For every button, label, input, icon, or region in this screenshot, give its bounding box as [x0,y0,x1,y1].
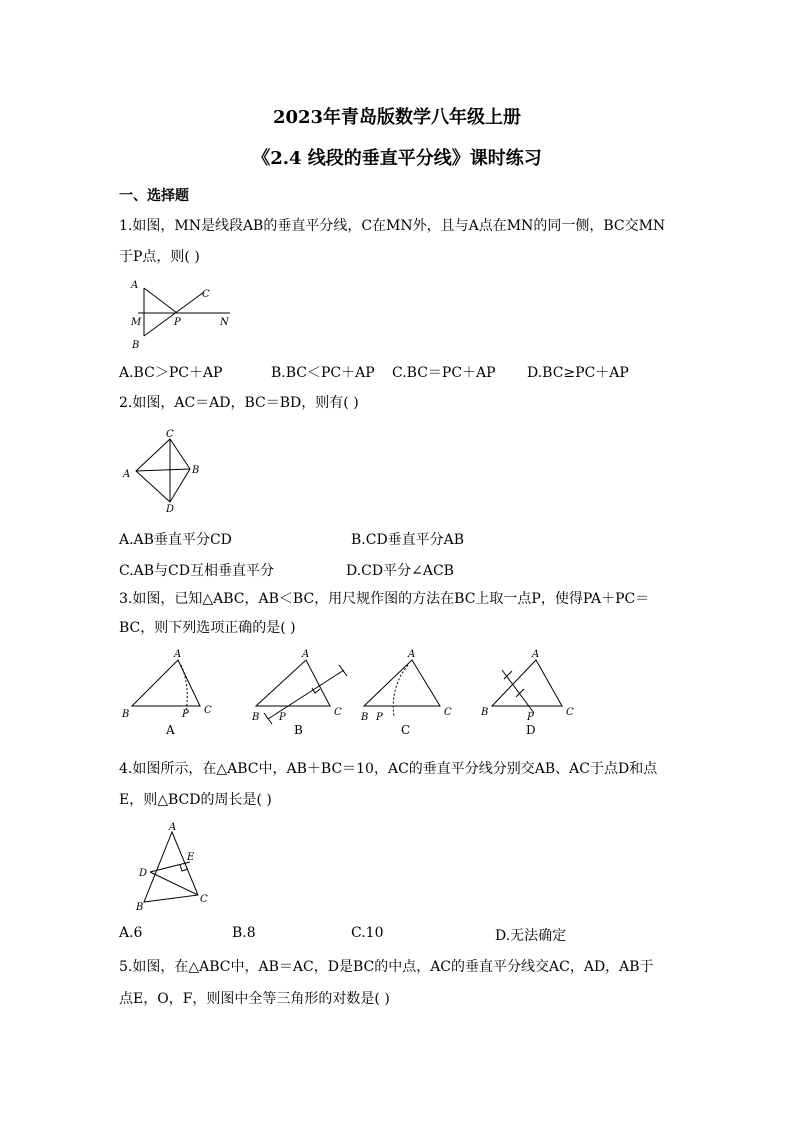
q3b-arc-mark-1 [339,665,347,676]
q3b-label-a: A [302,649,310,660]
q3d-label-p: P [527,712,534,723]
section-heading: 一、选择题 [119,188,189,204]
q3-caption-d: D [526,723,536,737]
q4-label-d: D [139,868,148,879]
q4-option-c: C.10 [351,925,384,941]
q1-segment-bc [144,292,204,336]
q4-label-b: B [136,902,144,913]
q4-text-line2: E，则△BCD的周长是( ) [119,792,272,808]
q3-caption-b: B [294,723,303,737]
q3d-label-b: B [481,707,489,718]
q3c-label-a: A [408,649,416,660]
q4-option-b: B.8 [232,925,256,941]
q3d-label-c: C [566,707,574,718]
q5-text-line1: 5.如图，在△ABC中，AB＝AC，D是BC的中点，AC的垂直平分线交AC，AD，AB于 [119,959,654,975]
q4-option-d: D.无法确定 [495,928,567,944]
q2-option-d: D.CD平分∠ACB [346,563,454,579]
q1-label-a: A [131,280,139,291]
q2-option-a: A.AB垂直平分CD [119,532,232,548]
q4-text-line1: 4.如图所示，在△ABC中，AB＋BC＝10，AC的垂直平分线分别交AB、AC于点D和点 [119,761,658,777]
q2-label-a: A [123,469,131,480]
q3-figure-c [360,649,452,737]
q1-option-d: D.BC≥PC＋AP [527,365,629,381]
q3c-triangle [364,660,440,706]
q3c-label-p: P [376,712,383,723]
q3b-right-angle [312,688,320,693]
q3a-label-b: B [122,709,130,720]
q4-segment-dc [150,872,198,895]
q3c-arc [393,665,408,717]
q3a-label-p: P [182,709,189,720]
q1-option-b: B.BC＜PC＋AP [271,365,375,381]
document-title: 2023年青岛版数学八年级上册 [272,107,522,128]
q3-figure-d [480,649,574,737]
q2-option-b: B.CD垂直平分AB [351,532,465,548]
q1-text-line1: 1.如图，MN是线段AB的垂直平分线，C在MN外，且与A点在MN的同一侧，BC交MN [119,218,666,234]
q1-label-b: B [132,340,140,351]
q1-option-a: A.BC＞PC＋AP [119,365,223,381]
q1-segment-ap [144,288,177,313]
q4-option-a: A.6 [119,925,143,941]
q1-label-n: N [220,317,229,328]
q3-text-line1: 3.如图，已知△ABC，AB＜BC，用尺规作图的方法在BC上取一点P，使得PA＋PC＝ [119,591,650,607]
q1-label-c: C [202,289,210,300]
q3b-label-c: C [334,707,342,718]
q2-label-d: D [166,504,175,515]
document-subtitle: 《2.4 线段的垂直平分线》课时练习 [252,148,542,169]
q3-caption-c: C [401,723,411,737]
q3b-label-b: B [252,712,260,723]
q1-label-p: P [174,317,181,328]
q4-label-e: E [187,852,195,863]
q1-text-line2: 于P点，则( ) [119,249,200,265]
q3d-label-a: A [532,649,540,660]
q3a-label-a: A [174,649,182,660]
q3d-triangle [492,660,562,706]
q3a-triangle [132,660,200,706]
q1-option-c: C.BC＝PC＋AP [392,365,496,381]
q5-text-line2: 点E，O，F，则图中全等三角形的对数是( ) [119,991,390,1007]
q3c-label-c: C [444,707,452,718]
q1-figure [120,276,240,356]
q4-figure [120,818,220,918]
q2-option-c: C.AB与CD互相垂直平分 [119,563,274,579]
q3b-triangle [256,660,330,706]
q2-text-line1: 2.如图，AC＝AD，BC＝BD，则有( ) [119,395,359,411]
q3b-label-p: P [279,712,286,723]
q3-figures [118,645,598,745]
q4-label-c: C [200,894,208,905]
q2-label-b: B [192,465,200,476]
q3b-arc-mark-2 [264,713,272,724]
q3a-label-c: C [204,705,212,716]
q2-diagonal-ab [136,469,190,471]
q4-label-a: A [169,822,177,833]
q3-caption-a: A [166,723,175,737]
q1-label-m: M [131,317,142,328]
q2-figure [120,425,220,515]
q3-figure-b [251,649,347,737]
q2-label-c: C [166,429,174,440]
q3-text-line2: BC，则下列选项正确的是( ) [119,620,296,636]
q3-figure-a [121,649,212,737]
q3c-label-b: B [361,712,369,723]
